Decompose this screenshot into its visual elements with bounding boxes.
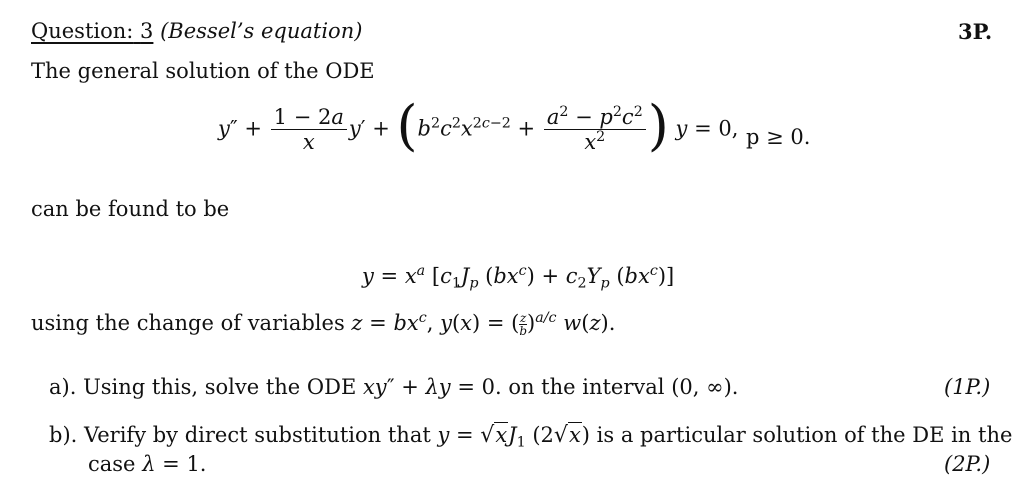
ode-condition: p ≥ 0. — [746, 125, 811, 149]
part-a-points: (1P.) — [944, 375, 991, 399]
question-topic: (Bessel’s equation) — [160, 19, 363, 43]
general-solution: $y = x^a$ [$c_1J_p$ $(bx^c) + c_2Y_p$ $(bx^c)$] — [362, 263, 675, 292]
question-header — [31, 19, 362, 43]
part-b-line2: case λ = 1. — [88, 452, 207, 476]
question-points: 3P. — [958, 19, 993, 44]
intro-text: The general solution of the ODE — [31, 59, 375, 83]
ode-equation: y″ + $\frac{1 - 2a}{x}$ $y' + (b^2c^2x^{2c-2}$ + $\frac{a^2 - p^2c^2}{x^2}$ ) y = 0, — [218, 94, 739, 157]
part-a: a). Using this, solve the ODE xy″ + λy = 0. on the interval (0, ∞). — [49, 375, 739, 399]
question-label: Question: 3 — [31, 19, 154, 43]
found-text: can be found to be — [31, 197, 230, 221]
change-of-variables: using the change of variables $z = bx^c$, y(x) = ( $\frac{z}{b}$ )$^{a/c}$ w(z). — [31, 310, 616, 338]
part-b-points: (2P.) — [944, 452, 991, 476]
part-b: b). Verify by direct substitution that $y = √xJ_1$ (2√x) is a particular solution of the DE in the — [49, 423, 1013, 451]
